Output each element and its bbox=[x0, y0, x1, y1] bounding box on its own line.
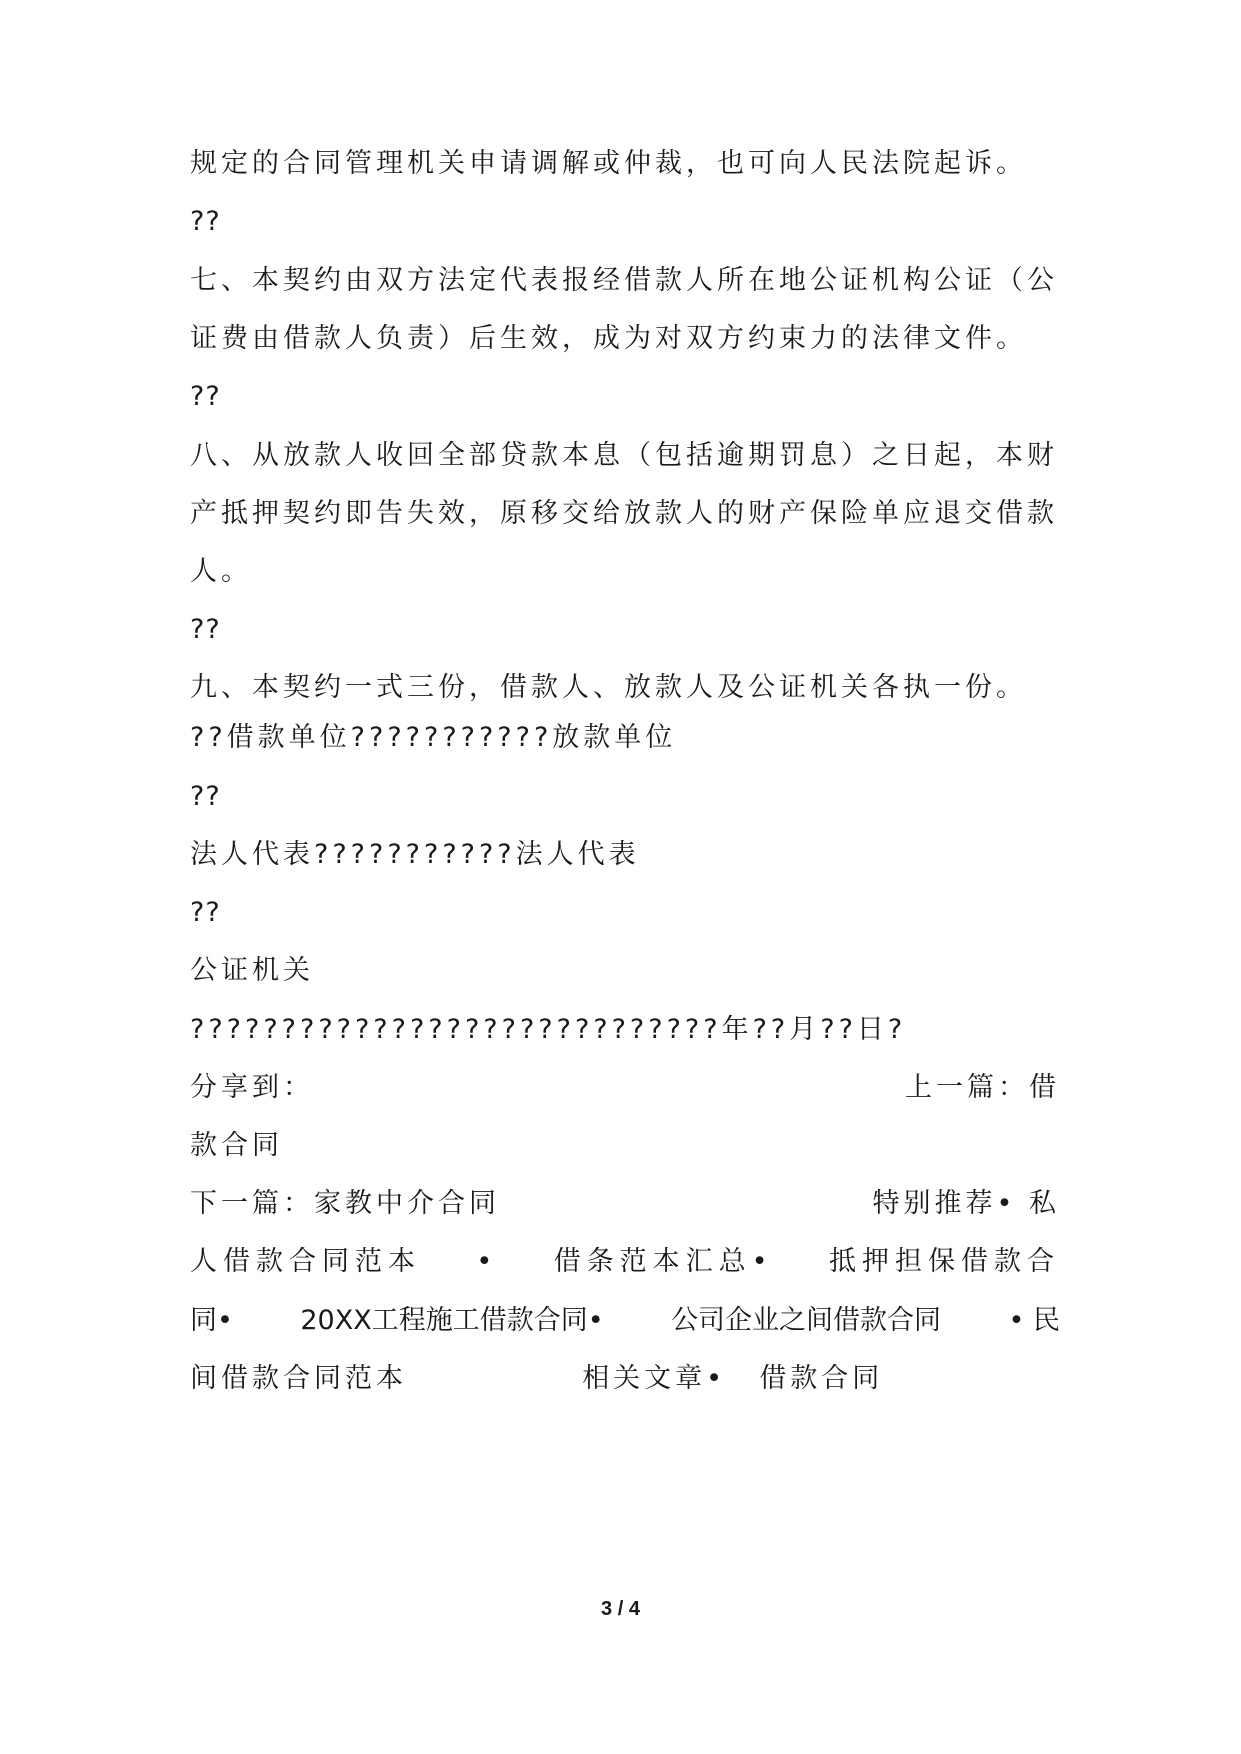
notary-line: 公证机关 bbox=[190, 955, 314, 986]
related-article-link[interactable]: 借款合同 bbox=[759, 1363, 884, 1394]
paragraph-line: 规定的合同管理机关申请调解或仲裁，也可向人民法院起诉。 bbox=[190, 148, 1027, 179]
placeholder-line: ?? bbox=[190, 206, 221, 237]
signature-units-line: ??借款单位???????????放款单位 bbox=[190, 722, 677, 753]
recommend-link[interactable]: 同• bbox=[190, 1305, 233, 1336]
related-label: 相关文章• bbox=[582, 1363, 727, 1394]
date-line: ?????????????????????????????年??月??日? bbox=[190, 1014, 907, 1045]
clause-8-line-1: 八、从放款人收回全部贷款本息（包括逾期罚息）之日起，本财 bbox=[190, 440, 1058, 471]
page-number: 3 / 4 bbox=[601, 1598, 640, 1620]
placeholder-line: ?? bbox=[190, 614, 221, 645]
recommend-links-row-1 bbox=[190, 1240, 1060, 1284]
clause-7-line-2: 证费由借款人负责）后生效，成为对双方约束力的法律文件。 bbox=[190, 323, 1027, 354]
placeholder-line: ?? bbox=[190, 897, 221, 928]
clause-9-line: 九、本契约一式三份，借款人、放款人及公证机关各执一份。 bbox=[190, 672, 1027, 703]
next-recommend-row bbox=[190, 1182, 1060, 1226]
recommend-link[interactable]: • 民 bbox=[1008, 1305, 1060, 1336]
recommend-link[interactable]: 抵押担保借款合 bbox=[829, 1246, 1060, 1277]
recommend-links-row-2 bbox=[190, 1299, 1060, 1343]
recommend-link[interactable]: 20XX工程施工借款合同• bbox=[300, 1305, 604, 1336]
prev-article-link[interactable]: 上一篇：借 bbox=[905, 1072, 1060, 1103]
clause-7-line-1: 七、本契约由双方法定代表报经借款人所在地公证机构公证（公 bbox=[190, 265, 1058, 296]
bullet: • bbox=[476, 1246, 499, 1277]
clause-8-line-3: 人。 bbox=[190, 556, 252, 587]
recommend-links-row-3 bbox=[190, 1357, 1060, 1401]
recommend-link[interactable]: 间借款合同范本 bbox=[190, 1363, 407, 1394]
clause-8-line-2: 产抵押契约即告失效，原移交给放款人的财产保险单应退交借款 bbox=[190, 498, 1058, 529]
recommend-link[interactable]: 公司企业之间借款合同 bbox=[671, 1305, 942, 1336]
next-article-link[interactable]: 下一篇：家教中介合同 bbox=[190, 1188, 500, 1219]
placeholder-line: ?? bbox=[190, 781, 221, 812]
recommend-link[interactable]: 借条范本汇总• bbox=[553, 1246, 774, 1277]
placeholder-line: ?? bbox=[190, 381, 221, 412]
prev-article-link-cont[interactable]: 款合同 bbox=[190, 1130, 283, 1161]
legal-rep-line: 法人代表???????????法人代表 bbox=[190, 839, 640, 870]
share-prev-row bbox=[190, 1066, 1060, 1110]
recommend-link[interactable]: 人借款合同范本 bbox=[190, 1246, 421, 1277]
share-label: 分享到： bbox=[190, 1072, 314, 1103]
recommend-label: 特别推荐• 私 bbox=[872, 1188, 1060, 1219]
